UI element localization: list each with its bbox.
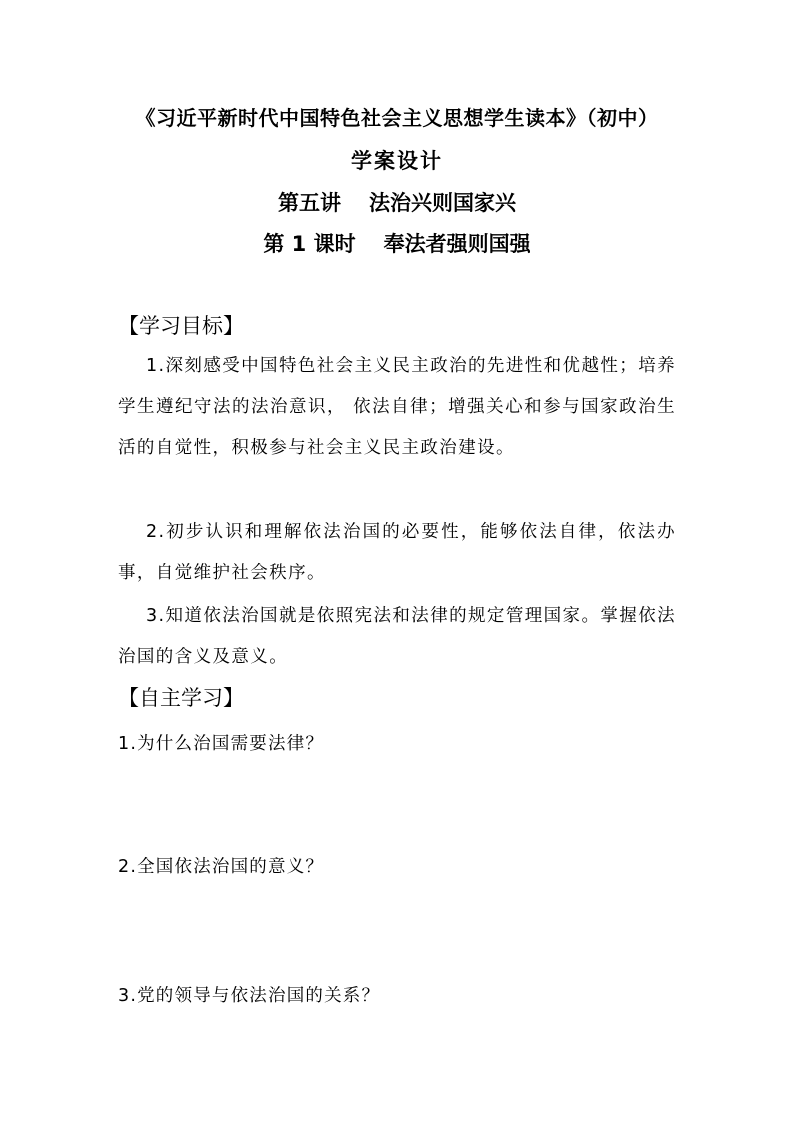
lesson-topic: 奉法者强则国强 (383, 232, 531, 256)
self-study-heading: 【自主学习】 (118, 686, 244, 710)
lesson-number: 第 1 课时 (263, 232, 356, 256)
lecture-number: 第五讲 (278, 191, 341, 215)
question-1: 1.为什么治国需要法律？ (118, 734, 325, 754)
lecture-title (0, 187, 794, 217)
question-3: 3.党的领导与依法治国的关系？ (118, 986, 381, 1006)
document-subtitle: 学案设计 (351, 149, 443, 173)
document-title: 《习近平新时代中国特色社会主义思想学生读本》（初中） (135, 106, 659, 130)
objective-item-2: 2.初步认识和理解依法治国的必要性，能够依法自律，依法办事，自觉维护社会秩序。 (118, 522, 676, 583)
question-2: 2.全国依法治国的意义？ (118, 857, 325, 877)
objective-item-1: 1.深刻感受中国特色社会主义民主政治的先进性和优越性；培养学生遵纪守法的法治意识， 依法自律；增强关心和参与国家政治生活的自觉性，积极参与社会主义民主政治建设。 (118, 356, 676, 458)
objective-item-3: 3.知道依法治国就是依照宪法和法律的规定管理国家。掌握依法治国的含义及意义。 (118, 606, 676, 667)
objectives-heading: 【学习目标】 (118, 314, 244, 338)
lecture-topic: 法治兴则国家兴 (369, 191, 516, 215)
lesson-title (0, 228, 794, 258)
